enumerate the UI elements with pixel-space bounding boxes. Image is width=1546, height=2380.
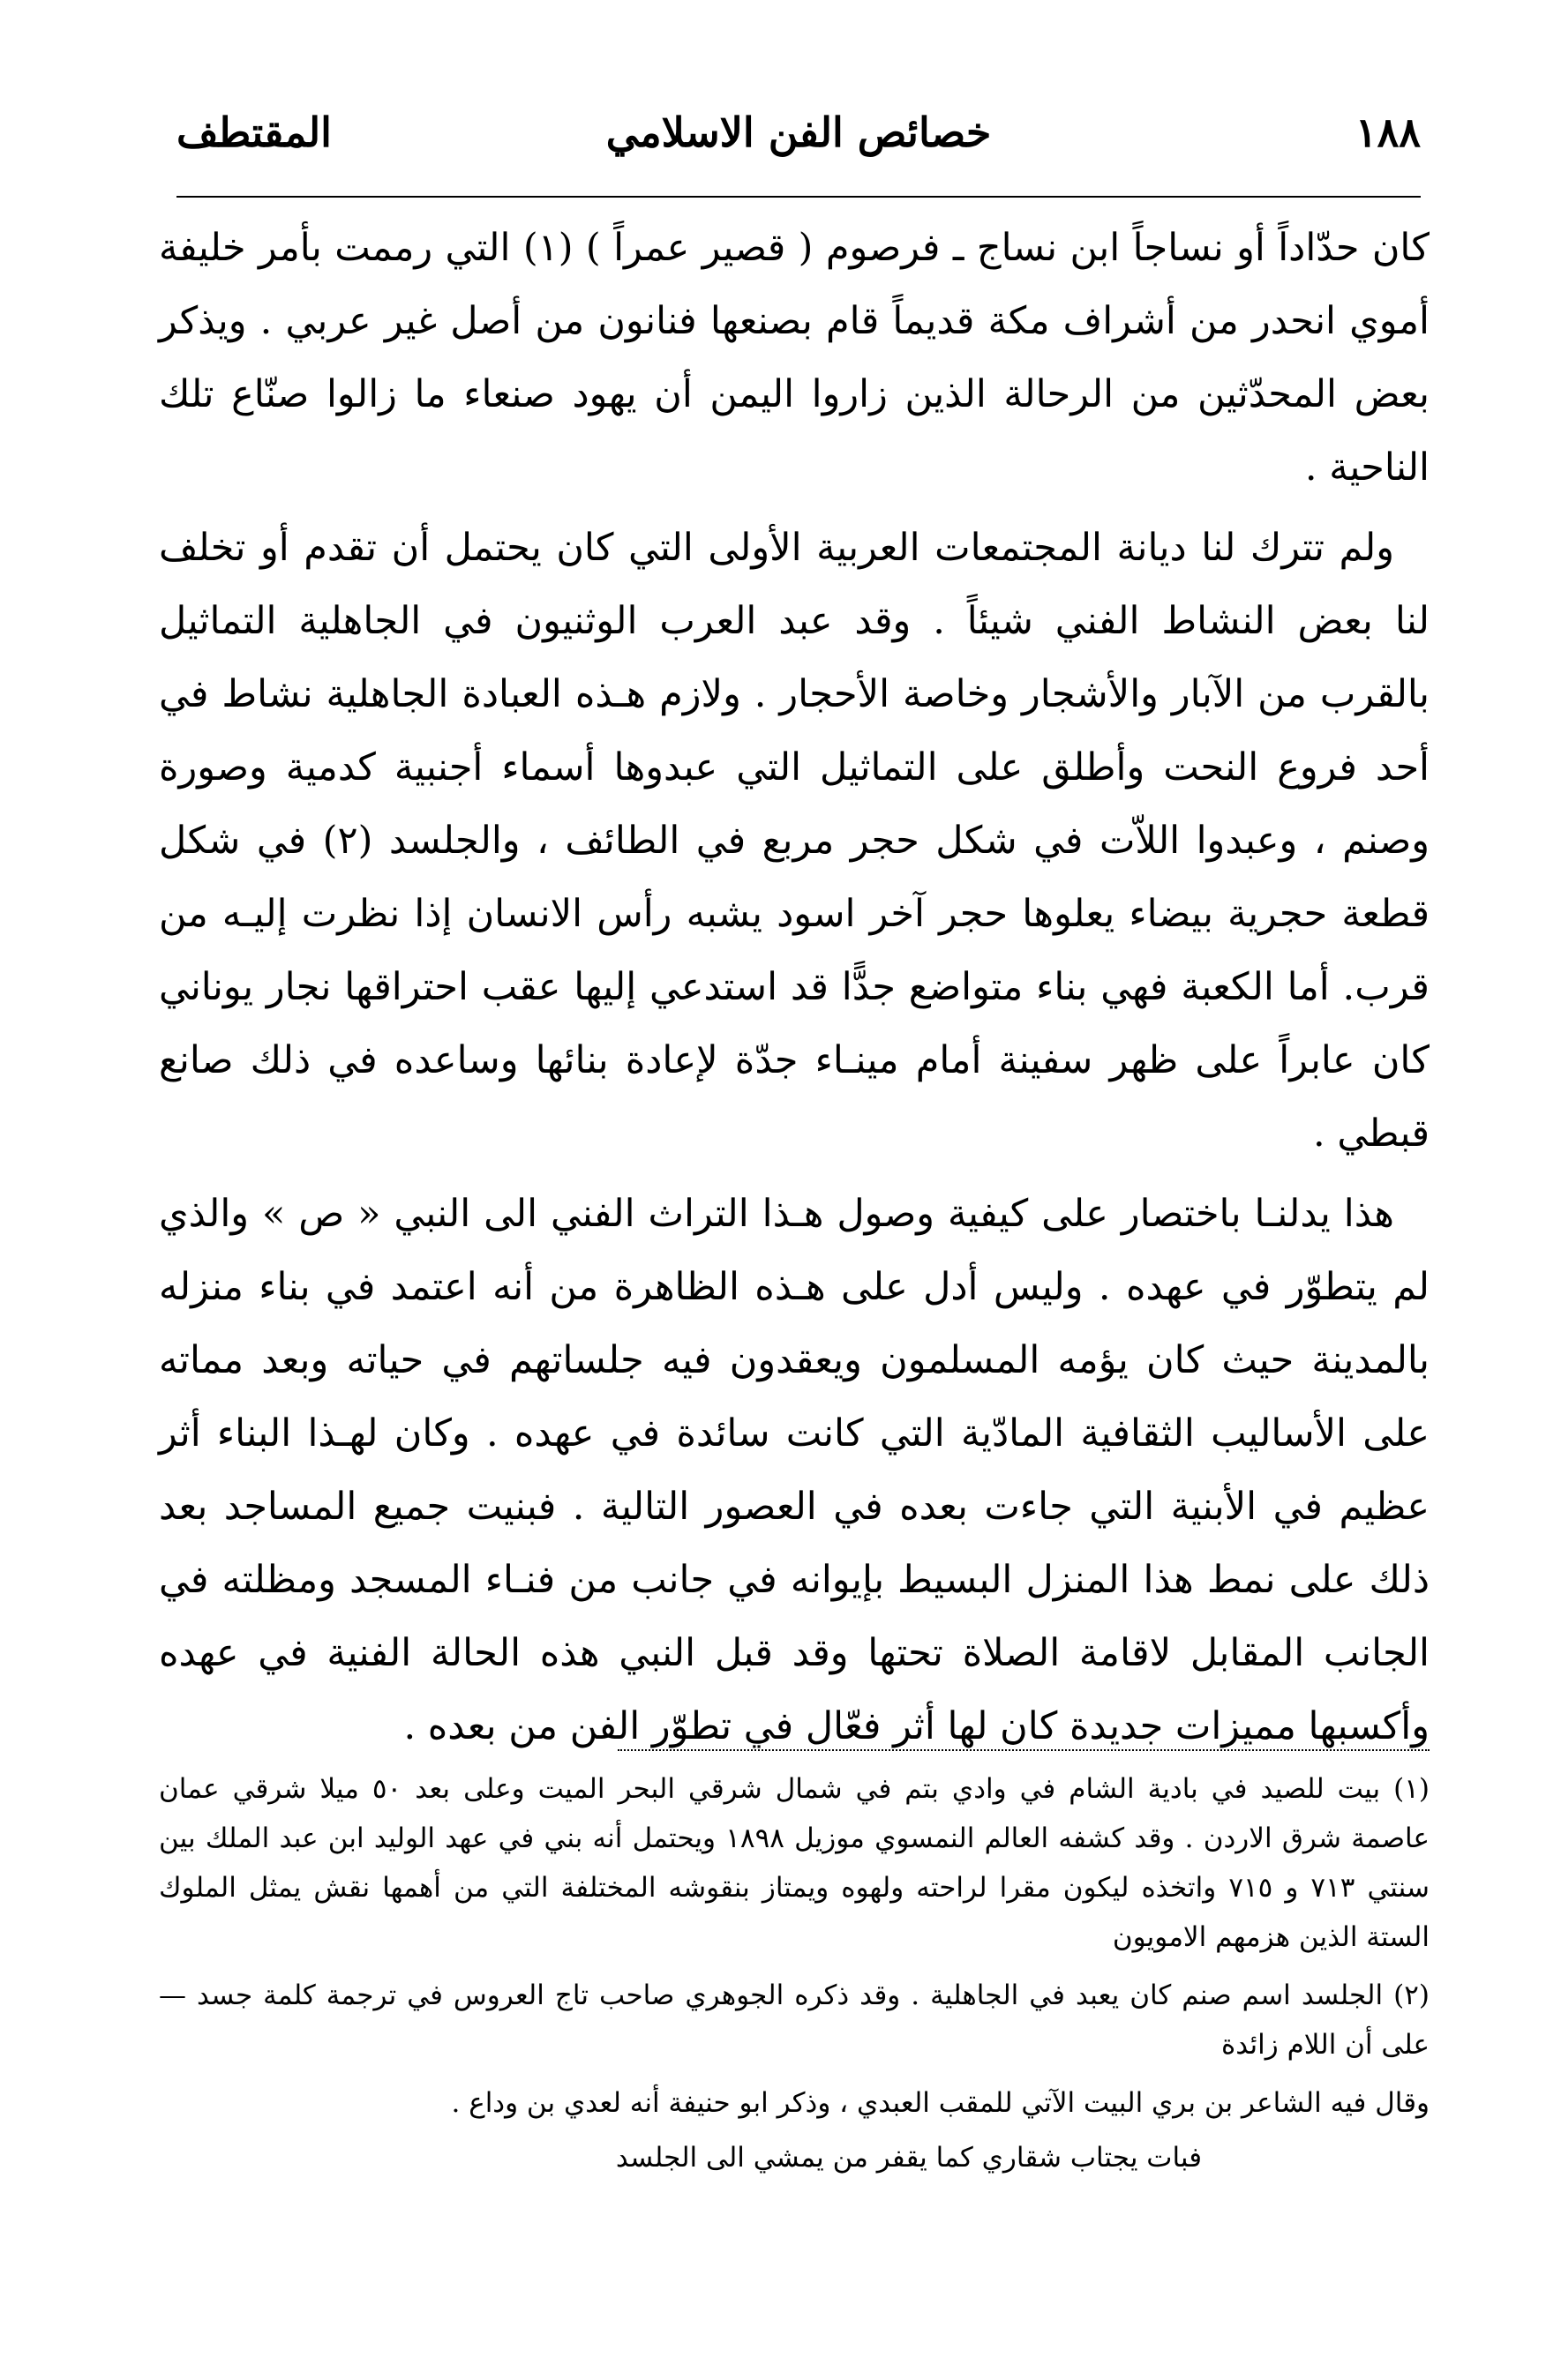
header-title: خصائص الفن الاسلامي [605, 109, 992, 156]
footnote-2: (٢) الجلسد اسم صنم كان يعبد في الجاهلية . وقد ذكره الجوهري صاحب تاج العروس في ترجمة كلمة جسد — على أن اللام زائدة [159, 1980, 1430, 2061]
paragraph-2: ولم تترك لنا ديانة المجتمعات العربية الأولى التي كان يحتمل أن تقدم أو تخلف لنا بعض النشاط الفني شيئاً . وقد عبد العرب الوثنيون في الجاهلية التماثيل بالقرب من الآبار والأشجار وخاصة الأحجار . ولازم هـذه العبادة الجاهلية نشاط في أحد فروع النحت وأطلق على التماثيل التي عبدوها أسماء أجنبية كدمية وصورة وصنم ، وعبدوا اللاّت في شكل حجر مربع في الطائف ، والجلسد (٢) في شكل قطعة حجرية بيضاء يعلوها حجر آخر اسود يشبه رأس الانسان إذا نظرت إليـه من قرب. أما الكعبة فهي بناء متواضع جدًّا قد استدعي إليها عقب احتراقها نجار يوناني كان عابراً على ظهر سفينة أمام مينـاء جدّة لإعادة بنائها وساعده في ذلك صانع قبطي . [159, 526, 1430, 1156]
paragraph-1: كان حدّاداً أو نساجاً ابن نساج ـ فرصوم ( قصير عمراً ) (١) التي رممت بأمر خليفة أموي انحدر من أشراف مكة قديماً قام بصنعها فنانون من أصل غير عربي . ويذكر بعض المحدّثين من الرحالة الذين زاروا اليمن أن يهود صنعاء ما زالوا صنّاع تلك الناحية . [159, 226, 1430, 490]
footnotes [159, 1764, 1430, 2182]
footnote-verse: فبات يجتاب شقاري كما يقفر من يمشي الى الجلسد [615, 2142, 1203, 2174]
footnote-1: (١) بيت للصيد في بادية الشام في وادي بتم في شمال شرقي البحر الميت وعلى بعد ٥٠ ميلا شرقي عمان عاصمة شرق الاردن . وقد كشفه العالم النمسوي موزيل ١٨٩٨ ويحتمل أنه بني في عهد الوليد ابن عبد الملك بين سنتي ٧١٣ و ٧١٥ واتخذه ليكون مقرا لراحته ولهوه ويمتاز بنقوشه المختلفة التي من أهمها نقش يمثل الملوك الستة الذين هزمهم الامويون [159, 1773, 1430, 1953]
footnote-2-continued: وقال فيه الشاعر بن بري البيت الآتي للمقب العبدي ، وذكر ابو حنيفة أنه لعدي بن وداع . [451, 2087, 1430, 2119]
header-rule [176, 196, 1421, 198]
journal-name: المقتطف [176, 109, 332, 156]
page-number: ١٨٨ [1355, 109, 1421, 156]
main-text [159, 212, 1430, 1763]
paragraph-3: هذا يدلنـا باختصار على كيفية وصول هـذا التراث الفني الى النبي « ص » والذي لم يتطوّر في عهده . وليس أدل على هـذه الظاهرة من أنه اعتمد في بناء منزله بالمدينة حيث كان يؤمه المسلمون ويعقدون فيه جلساتهم في حياته وبعد مماته على الأساليب الثقافية المادّية التي كانت سائدة في عهده . وكان لهـذا البناء أثر عظيم في الأبنية التي جاءت بعده في العصور التالية . فبنيت جميع المساجد بعد ذلك على نمط هذا المنزل البسيط بإيوانه في جانب من فنـاء المسجد ومظلته في الجانب المقابل لاقامة الصلاة تحتها وقد قبل النبي هذه الحالة الفنية في عهده وأكسبها مميزات جديدة كان لها أثر فعّال في تطوّر الفن من بعده . [159, 1192, 1430, 1748]
footnote-separator [618, 1749, 1430, 1751]
running-header [176, 97, 1421, 168]
